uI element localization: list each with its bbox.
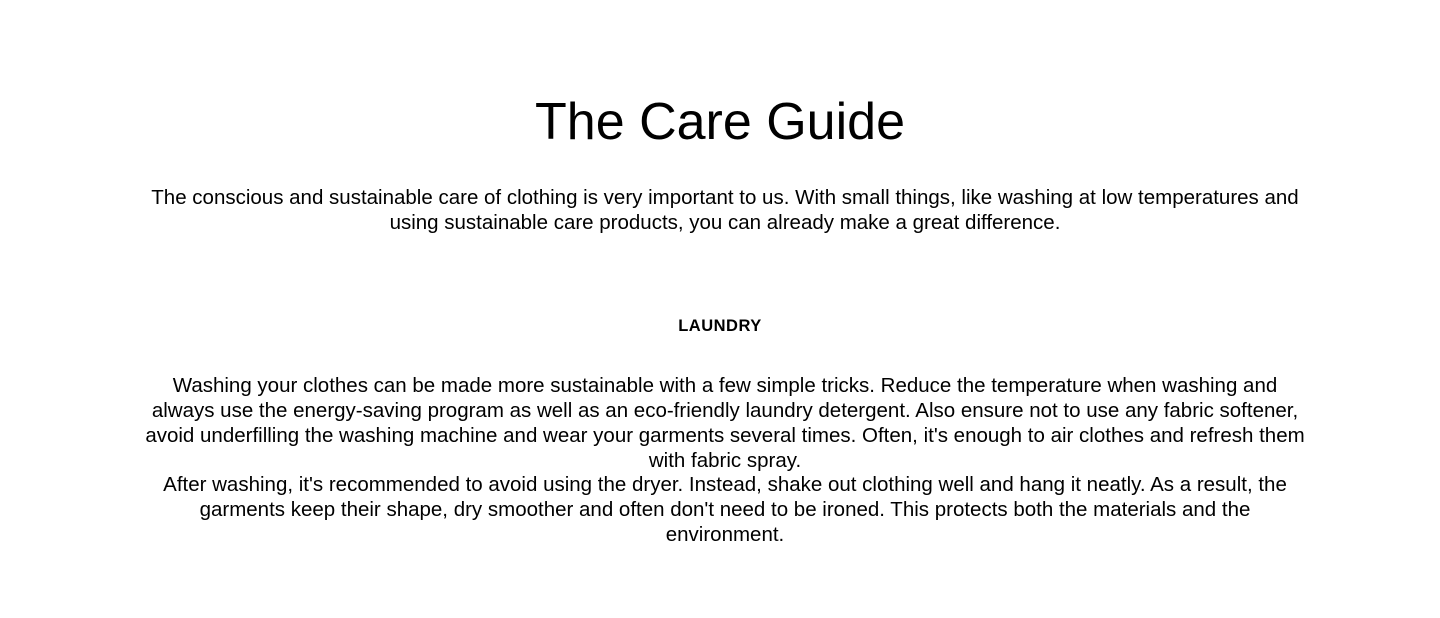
intro-text: The conscious and sustainable care of clothing is very important to us. With small things, like washing at low temperatures and using sustainable care products, you can already make a great difference. — [151, 186, 1299, 234]
page-title: The Care Guide — [535, 93, 905, 151]
laundry-paragraph-washing: Washing your clothes can be made more sustainable with a few simple tricks. Reduce the temperature when washing and always use the energy-saving program as well as an eco-friendly laundry detergent. Also ensure not to use any fabric softener, avoid underfilling the washing machine and wear your garments several times. Often, it's enough to air clothes and refresh them with fabric spray. — [145, 374, 1305, 472]
laundry-paragraph-drying: After washing, it's recommended to avoid using the dryer. Instead, shake out clothing well and hang it neatly. As a result, the garments keep their shape, dry smoother and often don't need to be ironed. This protects both the materials and the environment. — [163, 473, 1287, 546]
section-heading: LAUNDRY — [678, 317, 762, 335]
